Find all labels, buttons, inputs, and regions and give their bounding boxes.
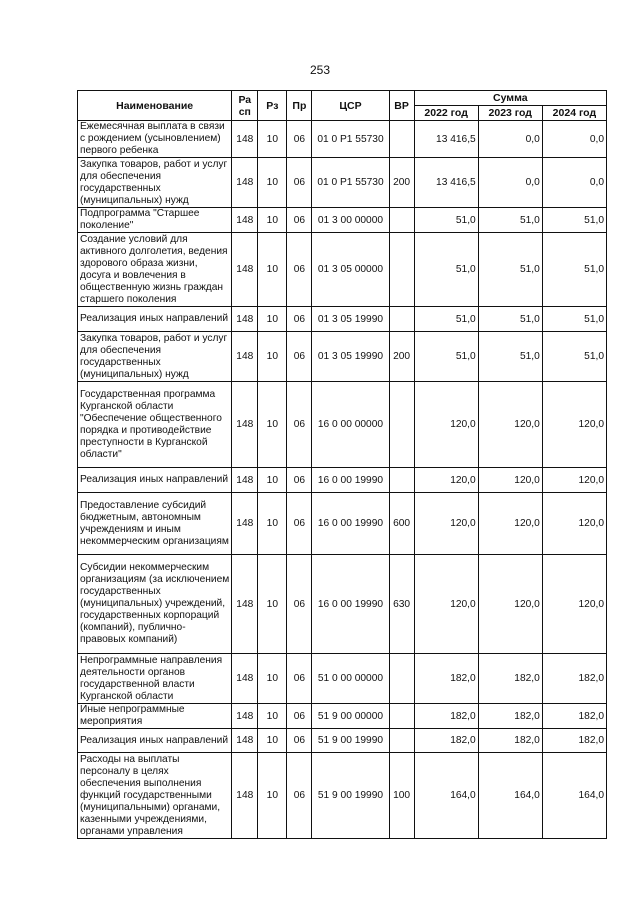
row-sum-2022: 120,0 <box>414 468 478 493</box>
row-sum-2024: 182,0 <box>542 704 606 729</box>
row-rasp: 148 <box>232 233 258 307</box>
row-sum-2022: 182,0 <box>414 704 478 729</box>
table-row <box>78 704 607 729</box>
row-rasp: 148 <box>232 307 258 332</box>
row-sum-2023: 51,0 <box>478 332 542 382</box>
row-sum-2023: 120,0 <box>478 493 542 555</box>
header-sum: Сумма <box>414 91 606 106</box>
table-row <box>78 307 607 332</box>
row-sum-2022: 13 416,5 <box>414 158 478 208</box>
row-pr: 06 <box>287 493 312 555</box>
header-pr: Пр <box>287 91 312 121</box>
row-rasp: 148 <box>232 468 258 493</box>
row-vr <box>389 704 414 729</box>
table-row <box>78 233 607 307</box>
row-rz: 10 <box>258 233 287 307</box>
row-rz: 10 <box>258 382 287 468</box>
row-vr <box>389 208 414 233</box>
header-rasp: Ра сп <box>232 91 258 121</box>
row-rasp: 148 <box>232 729 258 753</box>
row-pr: 06 <box>287 158 312 208</box>
row-name: Иные непрограммные мероприятия <box>78 704 232 729</box>
row-sum-2022: 51,0 <box>414 307 478 332</box>
row-csr: 16 0 00 19990 <box>312 468 389 493</box>
row-csr: 16 0 00 19990 <box>312 493 389 555</box>
row-sum-2024: 164,0 <box>542 753 606 839</box>
row-rz: 10 <box>258 729 287 753</box>
row-sum-2022: 13 416,5 <box>414 121 478 158</box>
row-csr: 16 0 00 19990 <box>312 555 389 654</box>
row-name: Расходы на выплаты персоналу в целях обеспечения выполнения функций государственными (муниципальными) органами, казенными учреждениями, органами управления <box>78 753 232 839</box>
row-name: Государственная программа Курганской области "Обеспечение общественного порядка и противодействие преступности в Курганской области" <box>78 382 232 468</box>
row-rz: 10 <box>258 468 287 493</box>
row-pr: 06 <box>287 654 312 704</box>
row-rz: 10 <box>258 307 287 332</box>
row-pr: 06 <box>287 208 312 233</box>
table-row <box>78 158 607 208</box>
row-pr: 06 <box>287 382 312 468</box>
row-rz: 10 <box>258 493 287 555</box>
row-sum-2023: 120,0 <box>478 468 542 493</box>
row-vr: 630 <box>389 555 414 654</box>
row-sum-2022: 51,0 <box>414 233 478 307</box>
row-sum-2022: 182,0 <box>414 729 478 753</box>
row-sum-2022: 51,0 <box>414 208 478 233</box>
row-vr <box>389 121 414 158</box>
row-sum-2024: 120,0 <box>542 555 606 654</box>
row-pr: 06 <box>287 307 312 332</box>
row-rasp: 148 <box>232 158 258 208</box>
row-csr: 01 3 05 00000 <box>312 233 389 307</box>
header-vr: ВР <box>389 91 414 121</box>
row-sum-2022: 120,0 <box>414 382 478 468</box>
row-sum-2023: 51,0 <box>478 233 542 307</box>
row-vr <box>389 233 414 307</box>
row-csr: 01 3 00 00000 <box>312 208 389 233</box>
row-csr: 16 0 00 00000 <box>312 382 389 468</box>
row-rz: 10 <box>258 654 287 704</box>
table-row <box>78 468 607 493</box>
row-sum-2023: 164,0 <box>478 753 542 839</box>
row-name: Реализация иных направлений <box>78 307 232 332</box>
row-sum-2024: 120,0 <box>542 382 606 468</box>
row-rz: 10 <box>258 158 287 208</box>
row-sum-2023: 182,0 <box>478 704 542 729</box>
header-year-2024: 2024 год <box>542 106 606 121</box>
budget-table <box>77 90 607 839</box>
row-vr: 200 <box>389 158 414 208</box>
row-sum-2023: 0,0 <box>478 158 542 208</box>
row-csr: 01 0 P1 55730 <box>312 158 389 208</box>
row-sum-2024: 0,0 <box>542 121 606 158</box>
row-sum-2023: 51,0 <box>478 208 542 233</box>
header-year-2022: 2022 год <box>414 106 478 121</box>
row-name: Реализация иных направлений <box>78 729 232 753</box>
row-sum-2024: 51,0 <box>542 233 606 307</box>
row-sum-2024: 0,0 <box>542 158 606 208</box>
row-csr: 51 9 00 00000 <box>312 704 389 729</box>
row-rasp: 148 <box>232 121 258 158</box>
header-rz: Рз <box>258 91 287 121</box>
table-row <box>78 654 607 704</box>
row-sum-2024: 182,0 <box>542 654 606 704</box>
page-number: 253 <box>309 63 331 77</box>
table-row <box>78 493 607 555</box>
row-sum-2023: 120,0 <box>478 555 542 654</box>
row-sum-2024: 51,0 <box>542 332 606 382</box>
row-pr: 06 <box>287 332 312 382</box>
header-name: Наименование <box>78 91 232 121</box>
row-csr: 51 9 00 19990 <box>312 753 389 839</box>
row-name: Субсидии некоммерческим организациям (за исключением государственных (муниципальных) учреждений, государственных корпораций (компаний), публично-правовых компаний) <box>78 555 232 654</box>
row-vr <box>389 729 414 753</box>
row-pr: 06 <box>287 468 312 493</box>
row-rasp: 148 <box>232 704 258 729</box>
row-name: Закупка товаров, работ и услуг для обеспечения государственных (муниципальных) нужд <box>78 158 232 208</box>
row-sum-2024: 51,0 <box>542 307 606 332</box>
row-sum-2023: 51,0 <box>478 307 542 332</box>
table-row <box>78 208 607 233</box>
row-vr <box>389 382 414 468</box>
table-row <box>78 332 607 382</box>
table-body <box>78 121 607 839</box>
row-sum-2024: 182,0 <box>542 729 606 753</box>
row-rz: 10 <box>258 704 287 729</box>
row-sum-2022: 120,0 <box>414 555 478 654</box>
row-rz: 10 <box>258 208 287 233</box>
row-rasp: 148 <box>232 555 258 654</box>
row-rz: 10 <box>258 121 287 158</box>
row-vr <box>389 307 414 332</box>
row-sum-2023: 0,0 <box>478 121 542 158</box>
row-pr: 06 <box>287 753 312 839</box>
header-csr: ЦСР <box>312 91 389 121</box>
row-rasp: 148 <box>232 332 258 382</box>
row-sum-2023: 120,0 <box>478 382 542 468</box>
table-row <box>78 753 607 839</box>
row-rz: 10 <box>258 753 287 839</box>
row-rasp: 148 <box>232 382 258 468</box>
row-sum-2024: 51,0 <box>542 208 606 233</box>
table-row <box>78 555 607 654</box>
row-sum-2024: 120,0 <box>542 493 606 555</box>
row-csr: 01 0 P1 55730 <box>312 121 389 158</box>
row-rasp: 148 <box>232 753 258 839</box>
row-csr: 51 0 00 00000 <box>312 654 389 704</box>
row-vr: 200 <box>389 332 414 382</box>
row-pr: 06 <box>287 704 312 729</box>
row-csr: 51 9 00 19990 <box>312 729 389 753</box>
row-vr <box>389 654 414 704</box>
row-vr: 600 <box>389 493 414 555</box>
row-vr: 100 <box>389 753 414 839</box>
row-sum-2023: 182,0 <box>478 729 542 753</box>
row-name: Закупка товаров, работ и услуг для обеспечения государственных (муниципальных) нужд <box>78 332 232 382</box>
row-rz: 10 <box>258 555 287 654</box>
row-rz: 10 <box>258 332 287 382</box>
table-row <box>78 382 607 468</box>
table-row <box>78 729 607 753</box>
row-csr: 01 3 05 19990 <box>312 332 389 382</box>
header-year-2023: 2023 год <box>478 106 542 121</box>
row-name: Подпрограмма "Старшее поколение" <box>78 208 232 233</box>
row-name: Ежемесячная выплата в связи с рождением (усыновлением) первого ребенка <box>78 121 232 158</box>
row-sum-2022: 51,0 <box>414 332 478 382</box>
row-sum-2023: 182,0 <box>478 654 542 704</box>
row-pr: 06 <box>287 729 312 753</box>
table-row <box>78 121 607 158</box>
row-name: Предоставление субсидий бюджетным, автономным учреждениям и иным некоммерческим организациям <box>78 493 232 555</box>
row-sum-2024: 120,0 <box>542 468 606 493</box>
row-rasp: 148 <box>232 208 258 233</box>
row-csr: 01 3 05 19990 <box>312 307 389 332</box>
row-pr: 06 <box>287 121 312 158</box>
row-sum-2022: 164,0 <box>414 753 478 839</box>
row-sum-2022: 182,0 <box>414 654 478 704</box>
row-name: Создание условий для активного долголетия, ведения здорового образа жизни, досуга и вовлечения в общественную жизнь граждан старшего поколения <box>78 233 232 307</box>
row-sum-2022: 120,0 <box>414 493 478 555</box>
row-rasp: 148 <box>232 654 258 704</box>
row-pr: 06 <box>287 233 312 307</box>
row-pr: 06 <box>287 555 312 654</box>
row-name: Непрограммные направления деятельности органов государственной власти Курганской области <box>78 654 232 704</box>
row-rasp: 148 <box>232 493 258 555</box>
row-name: Реализация иных направлений <box>78 468 232 493</box>
row-vr <box>389 468 414 493</box>
